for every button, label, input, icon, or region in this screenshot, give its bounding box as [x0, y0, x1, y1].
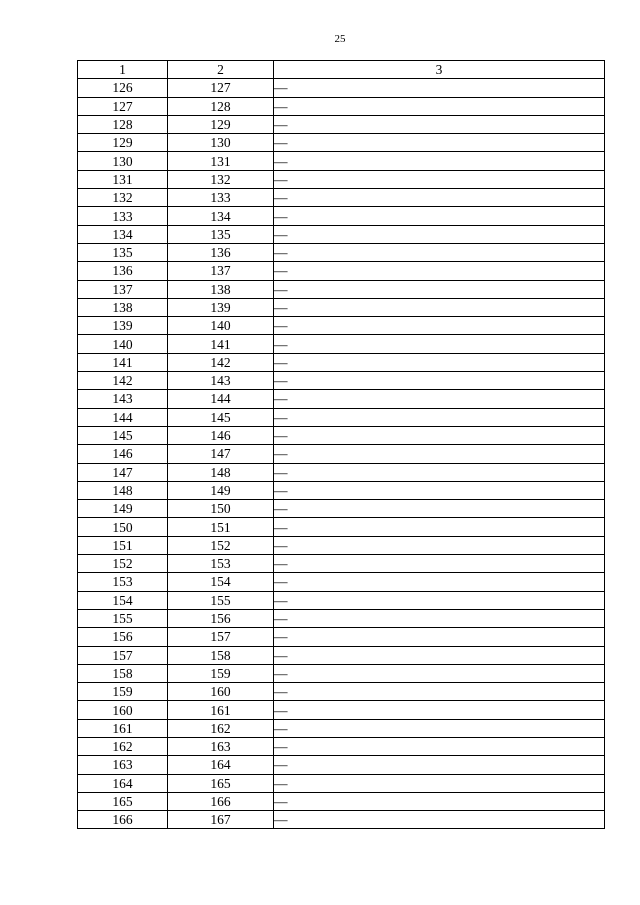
table-cell-col2: 136: [168, 243, 274, 261]
table-cell-col2: 156: [168, 609, 274, 627]
table-row: [78, 609, 605, 627]
table-cell-col1: 143: [78, 390, 168, 408]
table-row: [78, 536, 605, 554]
table-cell-col1: 145: [78, 426, 168, 444]
table-row: [78, 152, 605, 170]
table-cell-col3: —: [274, 115, 605, 133]
table-row: [78, 719, 605, 737]
table-cell-col2: 127: [168, 79, 274, 97]
table-row: [78, 97, 605, 115]
table-cell-col3: —: [274, 134, 605, 152]
table-row: [78, 591, 605, 609]
table-cell-col1: 164: [78, 774, 168, 792]
table-cell-col1: 132: [78, 189, 168, 207]
table-cell-col2: 129: [168, 115, 274, 133]
table-cell-col1: 144: [78, 408, 168, 426]
table-cell-col1: 134: [78, 225, 168, 243]
table-cell-col3: —: [274, 756, 605, 774]
table-row: [78, 298, 605, 316]
table-cell-col2: 157: [168, 628, 274, 646]
table-cell-col3: —: [274, 683, 605, 701]
table-cell-col3: —: [274, 225, 605, 243]
table-cell-col2: 145: [168, 408, 274, 426]
table-row: [78, 335, 605, 353]
table-cell-col2: 159: [168, 664, 274, 682]
table-cell-col2: 154: [168, 573, 274, 591]
table-cell-col3: —: [274, 207, 605, 225]
table-cell-col3: —: [274, 262, 605, 280]
table-cell-col3: —: [274, 664, 605, 682]
table-cell-col3: —: [274, 811, 605, 829]
table-cell-col3: —: [274, 591, 605, 609]
table-row: [78, 372, 605, 390]
table-cell-col3: —: [274, 518, 605, 536]
table-cell-col2: 140: [168, 317, 274, 335]
table-cell-col2: 143: [168, 372, 274, 390]
table-row: [78, 646, 605, 664]
table-cell-col3: —: [274, 555, 605, 573]
table-row: [78, 353, 605, 371]
table-cell-col3: —: [274, 481, 605, 499]
table-row: [78, 463, 605, 481]
table-row: [78, 170, 605, 188]
table-cell-col1: 161: [78, 719, 168, 737]
table-row: [78, 555, 605, 573]
table-cell-col2: 151: [168, 518, 274, 536]
table-cell-col3: —: [274, 317, 605, 335]
table-cell-col2: 160: [168, 683, 274, 701]
table-row: [78, 481, 605, 499]
table-cell-col2: 144: [168, 390, 274, 408]
column-header-3: 3: [274, 61, 605, 79]
table-row: [78, 390, 605, 408]
table-row: [78, 811, 605, 829]
table-cell-col2: 142: [168, 353, 274, 371]
page-number: 25: [334, 33, 346, 45]
table-row: [78, 774, 605, 792]
table-row: [78, 737, 605, 755]
table-cell-col3: —: [274, 97, 605, 115]
table-cell-col2: 146: [168, 426, 274, 444]
table-cell-col1: 156: [78, 628, 168, 646]
table-cell-col3: —: [274, 426, 605, 444]
table-cell-col3: —: [274, 372, 605, 390]
table-cell-col3: —: [274, 500, 605, 518]
table-row: [78, 262, 605, 280]
table-cell-col1: 133: [78, 207, 168, 225]
table-cell-col1: 151: [78, 536, 168, 554]
table-cell-col2: 149: [168, 481, 274, 499]
table-cell-col3: —: [274, 609, 605, 627]
table-cell-col3: —: [274, 774, 605, 792]
table-cell-col3: —: [274, 463, 605, 481]
table-row: [78, 115, 605, 133]
table-cell-col1: 140: [78, 335, 168, 353]
table-cell-col1: 148: [78, 481, 168, 499]
table-cell-col3: —: [274, 445, 605, 463]
table-cell-col2: 128: [168, 97, 274, 115]
table-cell-col1: 141: [78, 353, 168, 371]
table-cell-col3: —: [274, 280, 605, 298]
table-cell-col1: 136: [78, 262, 168, 280]
table-cell-col2: 163: [168, 737, 274, 755]
table-cell-col1: 163: [78, 756, 168, 774]
table-cell-col1: 135: [78, 243, 168, 261]
table-header-row: [78, 61, 605, 79]
table-cell-col2: 166: [168, 792, 274, 810]
table-cell-col2: 137: [168, 262, 274, 280]
table-cell-col3: —: [274, 152, 605, 170]
table-cell-col2: 153: [168, 555, 274, 573]
table-cell-col2: 133: [168, 189, 274, 207]
table-cell-col2: 141: [168, 335, 274, 353]
table-cell-col3: —: [274, 243, 605, 261]
table-cell-col2: 131: [168, 152, 274, 170]
table-row: [78, 134, 605, 152]
table-row: [78, 243, 605, 261]
table-cell-col3: —: [274, 390, 605, 408]
table-cell-col1: 166: [78, 811, 168, 829]
table-cell-col3: —: [274, 335, 605, 353]
table-cell-col3: —: [274, 298, 605, 316]
table-cell-col1: 128: [78, 115, 168, 133]
table-cell-col2: 148: [168, 463, 274, 481]
table-cell-col1: 160: [78, 701, 168, 719]
table-cell-col1: 159: [78, 683, 168, 701]
table-cell-col2: 158: [168, 646, 274, 664]
table-cell-col2: 130: [168, 134, 274, 152]
table-cell-col2: 132: [168, 170, 274, 188]
table-row: [78, 628, 605, 646]
table-cell-col1: 153: [78, 573, 168, 591]
table-row: [78, 756, 605, 774]
table-row: [78, 792, 605, 810]
table-cell-col1: 131: [78, 170, 168, 188]
table-cell-col2: 164: [168, 756, 274, 774]
table-cell-col3: —: [274, 792, 605, 810]
table-cell-col2: 155: [168, 591, 274, 609]
table-cell-col1: 152: [78, 555, 168, 573]
table-cell-col1: 165: [78, 792, 168, 810]
table-cell-col3: —: [274, 646, 605, 664]
table-cell-col2: 165: [168, 774, 274, 792]
table-cell-col1: 142: [78, 372, 168, 390]
column-header-2: 2: [168, 61, 274, 79]
table-cell-col3: —: [274, 79, 605, 97]
table-cell-col1: 129: [78, 134, 168, 152]
table-row: [78, 445, 605, 463]
table-cell-col1: 154: [78, 591, 168, 609]
table-cell-col3: —: [274, 719, 605, 737]
table-cell-col2: 161: [168, 701, 274, 719]
table-cell-col2: 139: [168, 298, 274, 316]
table-cell-col3: —: [274, 737, 605, 755]
table-cell-col1: 127: [78, 97, 168, 115]
table-row: [78, 518, 605, 536]
table-row: [78, 408, 605, 426]
column-header-1: 1: [78, 61, 168, 79]
table-row: [78, 79, 605, 97]
table-cell-col1: 149: [78, 500, 168, 518]
table-cell-col1: 137: [78, 280, 168, 298]
table-row: [78, 225, 605, 243]
table-cell-col1: 158: [78, 664, 168, 682]
table-row: [78, 317, 605, 335]
table-cell-col2: 152: [168, 536, 274, 554]
table-cell-col1: 147: [78, 463, 168, 481]
table-row: [78, 683, 605, 701]
table-cell-col1: 155: [78, 609, 168, 627]
table-cell-col1: 139: [78, 317, 168, 335]
table-row: [78, 207, 605, 225]
table-cell-col1: 126: [78, 79, 168, 97]
table-row: [78, 664, 605, 682]
table-cell-col2: 167: [168, 811, 274, 829]
table-cell-col2: 135: [168, 225, 274, 243]
table-cell-col2: 150: [168, 500, 274, 518]
table-row: [78, 701, 605, 719]
table-cell-col1: 157: [78, 646, 168, 664]
table-cell-col3: —: [274, 408, 605, 426]
table-row: [78, 500, 605, 518]
table-cell-col1: 150: [78, 518, 168, 536]
table-row: [78, 189, 605, 207]
table-cell-col1: 138: [78, 298, 168, 316]
table-row: [78, 573, 605, 591]
table-cell-col2: 147: [168, 445, 274, 463]
table-cell-col1: 162: [78, 737, 168, 755]
table-row: [78, 426, 605, 444]
table-cell-col1: 130: [78, 152, 168, 170]
table-cell-col3: —: [274, 189, 605, 207]
table-cell-col2: 138: [168, 280, 274, 298]
table-cell-col3: —: [274, 628, 605, 646]
table-cell-col2: 162: [168, 719, 274, 737]
table-cell-col2: 134: [168, 207, 274, 225]
table-cell-col1: 146: [78, 445, 168, 463]
table-row: [78, 280, 605, 298]
data-table: [77, 60, 605, 829]
table-cell-col3: —: [274, 573, 605, 591]
table-cell-col3: —: [274, 353, 605, 371]
table-cell-col3: —: [274, 701, 605, 719]
table-cell-col3: —: [274, 170, 605, 188]
table-body: [78, 79, 605, 829]
table-cell-col3: —: [274, 536, 605, 554]
